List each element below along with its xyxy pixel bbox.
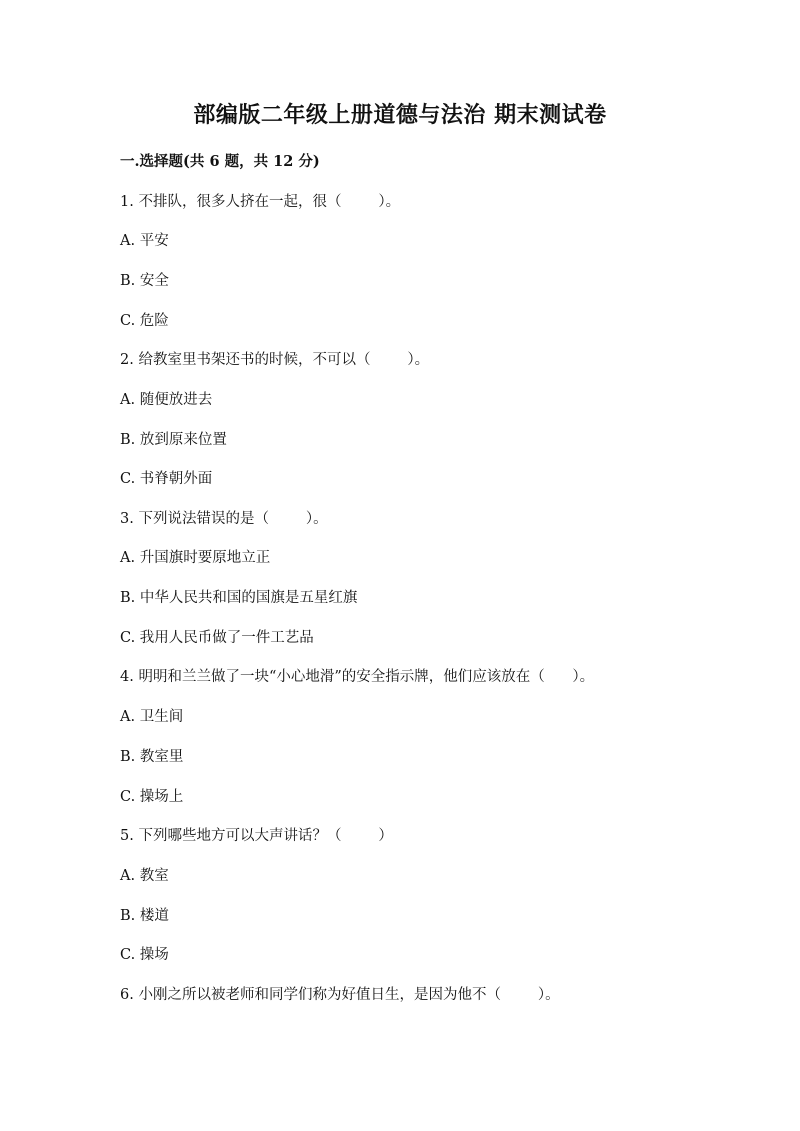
question-4-option-b: B. 教室里 — [120, 749, 184, 765]
question-5-option-b: B. 楼道 — [120, 908, 169, 924]
question-1-option-c: C. 危险 — [120, 313, 169, 329]
question-2-option-b: B. 放到原来位置 — [120, 432, 227, 448]
question-5-stem: 5. 下列哪些地方可以大声讲话？（ ） — [120, 828, 393, 844]
page-title: 部编版二年级上册道德与法治 期末测试卷 — [193, 102, 607, 128]
question-3-option-a: A. 升国旗时要原地立正 — [120, 550, 271, 566]
question-1-option-a: A. 平安 — [120, 233, 169, 249]
question-5-option-a: A. 教室 — [120, 868, 169, 884]
question-3-option-b: B. 中华人民共和国的国旗是五星红旗 — [120, 590, 358, 606]
question-3-option-c: C. 我用人民币做了一件工艺品 — [120, 630, 314, 646]
question-5-option-c: C. 操场 — [120, 947, 169, 963]
question-4-stem: 4. 明明和兰兰做了一块“小心地滑”的安全指示牌，他们应该放在（ ）。 — [120, 669, 595, 685]
question-4-option-a: A. 卫生间 — [120, 709, 184, 725]
question-2-option-c: C. 书脊朝外面 — [120, 471, 213, 487]
question-3-stem: 3. 下列说法错误的是（ ）。 — [120, 511, 328, 527]
question-1-stem: 1. 不排队，很多人挤在一起，很（ ）。 — [120, 194, 401, 210]
question-1-option-b: B. 安全 — [120, 273, 169, 289]
question-2-stem: 2. 给教室里书架还书的时候，不可以（ ）。 — [120, 352, 430, 368]
question-4-option-c: C. 操场上 — [120, 789, 184, 805]
question-6-stem: 6. 小刚之所以被老师和同学们称为好值日生，是因为他不（ ）。 — [120, 987, 560, 1003]
section-heading: 一.选择题(共 6 题，共 12 分) — [120, 153, 320, 170]
question-2-option-a: A. 随便放进去 — [120, 392, 213, 408]
